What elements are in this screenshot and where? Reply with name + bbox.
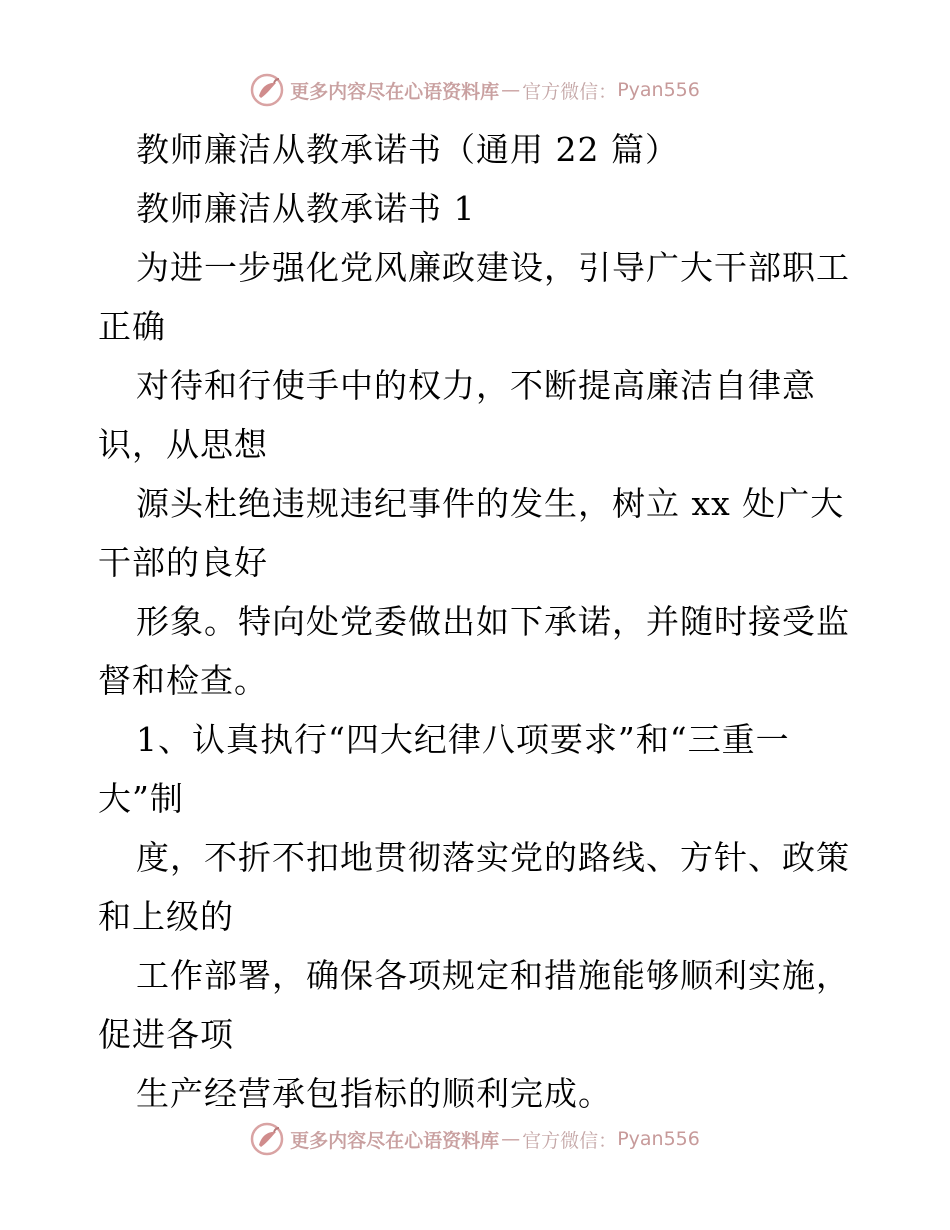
document-body [98,120,858,1123]
chili-pepper-logo-icon [250,1122,284,1156]
document-line: 为进一步强化党风廉政建设，引导广大干部职工 [136,248,850,287]
watermark-wechat-label: 官方微信： [522,1129,618,1152]
document-line: 干部的良好 [98,543,268,582]
document-line: 生产经营承包指标的顺利完成。 [136,1074,612,1113]
document-line: 度，不折不扣地贯彻落实党的路线、方针、政策 [136,838,850,877]
watermark-separator: — [501,1128,521,1150]
document-line: 正确 [98,307,166,346]
document-line: 大”制 [98,779,184,818]
watermark-separator: — [501,79,521,101]
document-line: 工作部署，确保各项规定和措施能够顺利实施， [136,956,850,995]
watermark-footer [0,1119,950,1159]
document-line: 促进各项 [98,1015,234,1054]
watermark-wechat-id: Pyan556 [617,1128,700,1150]
document-line: 督和检查。 [98,661,268,700]
document-line: 教师廉洁从教承诺书（通用 22 篇） [136,130,679,169]
document-line: 和上级的 [98,897,234,936]
chili-pepper-logo-icon [250,73,284,107]
document-line: 1、认真执行“四大纪律八项要求”和“三重一 [136,720,790,759]
watermark-header [0,70,950,110]
document-line: 教师廉洁从教承诺书 1 [136,189,476,228]
watermark-brand: 更多内容尽在心语资料库 [290,80,500,103]
document-line: 对待和行使手中的权力，不断提高廉洁自律意 [136,366,816,405]
watermark-brand: 更多内容尽在心语资料库 [290,1129,500,1152]
document-line: 识，从思想 [98,425,268,464]
watermark-wechat-label: 官方微信： [522,80,618,103]
document-line: 形象。特向处党委做出如下承诺，并随时接受监 [136,602,850,641]
document-line: 源头杜绝违规违纪事件的发生，树立 xx 处广大 [136,484,845,523]
watermark-wechat-id: Pyan556 [617,79,700,101]
